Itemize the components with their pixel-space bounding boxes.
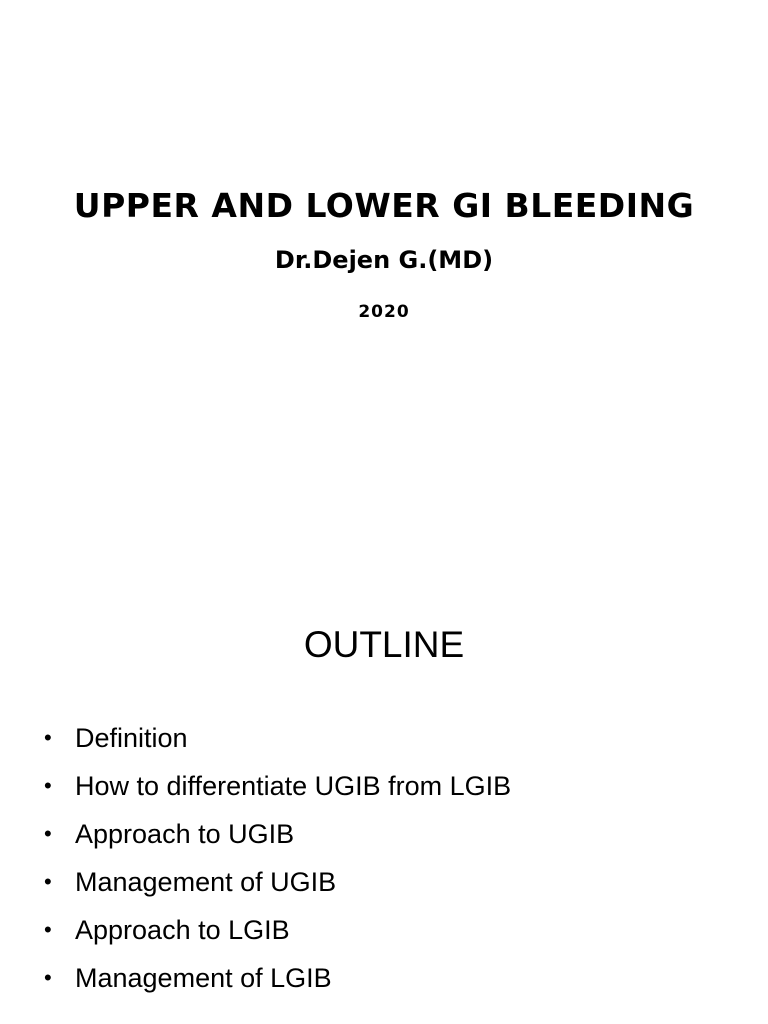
bullet-icon: • xyxy=(44,821,52,846)
list-item xyxy=(40,714,511,762)
list-item-label: Approach to UGIB xyxy=(75,819,295,849)
outline-heading: OUTLINE xyxy=(303,624,465,665)
bullet-icon: • xyxy=(44,725,52,750)
list-item xyxy=(40,954,511,1002)
list-item-label: Approach to LGIB xyxy=(75,915,290,945)
author-name: Dr.Dejen G.(MD) xyxy=(274,246,494,274)
bullet-icon: • xyxy=(44,773,52,798)
list-item-label: Definition xyxy=(75,723,188,753)
presentation-title: UPPER AND LOWER GI BLEEDING xyxy=(73,186,695,225)
list-item-label: How to differentiate UGIB from LGIB xyxy=(75,771,512,801)
list-item xyxy=(40,762,511,810)
list-item xyxy=(40,858,511,906)
list-item-label: Management of UGIB xyxy=(75,867,337,897)
list-item xyxy=(40,810,511,858)
list-item-label: Management of LGIB xyxy=(75,963,332,993)
bullet-icon: • xyxy=(44,965,52,990)
bullet-icon: • xyxy=(44,869,52,894)
list-item xyxy=(40,906,511,954)
presentation-year: 2020 xyxy=(358,302,410,322)
outline-list xyxy=(40,714,511,1002)
outline-slide xyxy=(0,576,768,1024)
bullet-icon: • xyxy=(44,917,52,942)
